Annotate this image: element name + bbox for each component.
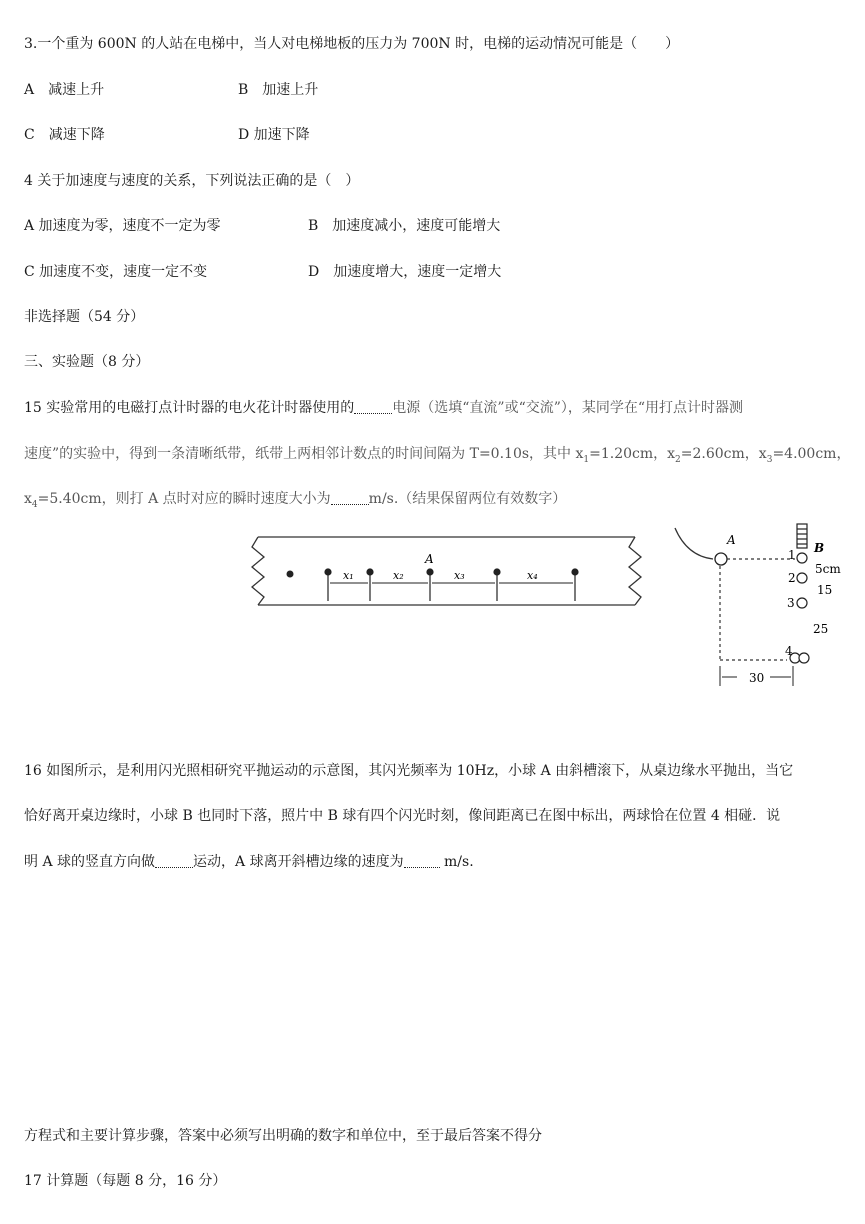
q4-option-c: C 加速度不变，速度一定不变 bbox=[24, 264, 208, 280]
q16-line-1: 16 如图所示，是利用闪光照相研究平抛运动的示意图，其闪光频率为 10Hz，小球 A 由斜槽滚下，从桌边缘水平抛出，当它 bbox=[24, 763, 794, 779]
q15-sub-2: 2 bbox=[675, 454, 681, 465]
q3-stem: 3.一个重为 600N 的人站在电梯中，当人对电梯地板的压力为 700N 时，电梯的运动情况可能是（ ） bbox=[24, 36, 680, 52]
flash-label-b: B bbox=[814, 541, 825, 555]
q15-text-3b: =5.40cm，则打 A 点时对应的瞬时速度大小为 bbox=[37, 491, 331, 507]
flash-photo-figure bbox=[665, 522, 845, 692]
q16-text-3c: m/s. bbox=[439, 854, 474, 870]
tape-outline bbox=[252, 537, 641, 605]
flash-label-a: A bbox=[727, 533, 736, 547]
section-experiment-heading: 三、实验题（8 分） bbox=[24, 354, 150, 370]
tape-label-x4: x₄ bbox=[527, 569, 538, 582]
flash-width-30: 30 bbox=[749, 671, 765, 685]
flash-number-2: 2 bbox=[788, 571, 796, 585]
flash-dist-15: 15 bbox=[817, 583, 833, 597]
q15-text-1b: 电源（选填“直流”或“交流”），某同学在“用打点计时器测 bbox=[392, 400, 744, 416]
q15-text-1a: 15 实验常用的电磁打点计时器的电火花计时器使用的 bbox=[24, 400, 355, 416]
q15-line-3 bbox=[24, 489, 566, 515]
tape-label-x3: x₃ bbox=[454, 569, 465, 582]
tape-label-a: A bbox=[425, 552, 434, 566]
q3-option-a: A 减速上升 bbox=[24, 82, 105, 98]
flash-number-4: 4 bbox=[785, 644, 793, 658]
q15-sub-4: 4 bbox=[31, 499, 38, 510]
q4-option-d: D 加速度增大，速度一定增大 bbox=[308, 264, 502, 280]
q15-blank-2[interactable] bbox=[331, 490, 369, 505]
q4-option-a: A 加速度为零，速度不一定为零 bbox=[24, 218, 221, 234]
flash-dist-5cm: 5cm bbox=[815, 562, 841, 576]
section-nonchoice-heading: 非选择题（54 分） bbox=[24, 309, 145, 325]
q3-option-b: B 加速上升 bbox=[238, 82, 319, 98]
q3-option-c: C 减速下降 bbox=[24, 127, 105, 143]
flash-number-3: 3 bbox=[787, 596, 795, 610]
q15-x2: =2.60cm，x bbox=[680, 446, 767, 462]
q15-line-1 bbox=[24, 398, 743, 418]
flash-dist-25: 25 bbox=[813, 622, 829, 636]
tape-label-x2: x₂ bbox=[393, 569, 404, 582]
q15-line-2 bbox=[24, 444, 850, 470]
q15-x1: =1.20cm，x bbox=[589, 446, 676, 462]
q15-blank-1[interactable] bbox=[354, 399, 392, 414]
ball-a bbox=[715, 553, 727, 565]
chute-curve bbox=[675, 528, 713, 559]
q16-blank-1[interactable] bbox=[155, 853, 193, 868]
q15-sub-1: 1 bbox=[583, 454, 590, 465]
q16-text-3b: 运动，A 球离开斜槽边缘的速度为 bbox=[193, 854, 404, 870]
holder-coil-icon bbox=[797, 524, 807, 548]
q15-text-3c: m/s.（结果保留两位有效数字） bbox=[368, 491, 567, 507]
q3-option-d: D 加速下降 bbox=[238, 127, 310, 143]
q17-heading: 17 计算题（每题 8 分，16 分） bbox=[24, 1173, 227, 1189]
q4-stem: 4 关于加速度与速度的关系，下列说法正确的是（ ） bbox=[24, 173, 360, 189]
ticker-tape-figure bbox=[240, 525, 650, 615]
q16-line-2: 恰好离开桌边缘时，小球 B 也同时下落，照片中 B 球有四个闪光时刻，像间距离已在图中标出，两球恰在位置 4 相碰．说 bbox=[24, 808, 781, 824]
q16-text-3a: 明 A 球的竖直方向做 bbox=[24, 854, 156, 870]
q15-sub-3: 3 bbox=[766, 454, 773, 465]
tape-count-points bbox=[325, 569, 578, 601]
q4-option-b: B 加速度减小，速度可能增大 bbox=[308, 218, 501, 234]
q15-text-3a: x bbox=[24, 491, 32, 507]
q16-blank-2[interactable] bbox=[404, 853, 440, 868]
flash-number-1: 1 bbox=[788, 548, 796, 562]
q16-line-3 bbox=[24, 852, 474, 872]
tape-start-dot bbox=[287, 571, 294, 578]
tape-label-x1: x₁ bbox=[343, 569, 354, 582]
q15-text-2: 速度”的实验中，得到一条清晰纸带，纸带上两相邻计数点的时间间隔为 T=0.10s，其中 x bbox=[24, 446, 584, 462]
calculation-instructions: 方程式和主要计算步骤，答案中必须写出明确的数字和单位中，至于最后答案不得分 bbox=[24, 1128, 542, 1144]
q15-x3: =4.00cm， bbox=[772, 446, 851, 462]
